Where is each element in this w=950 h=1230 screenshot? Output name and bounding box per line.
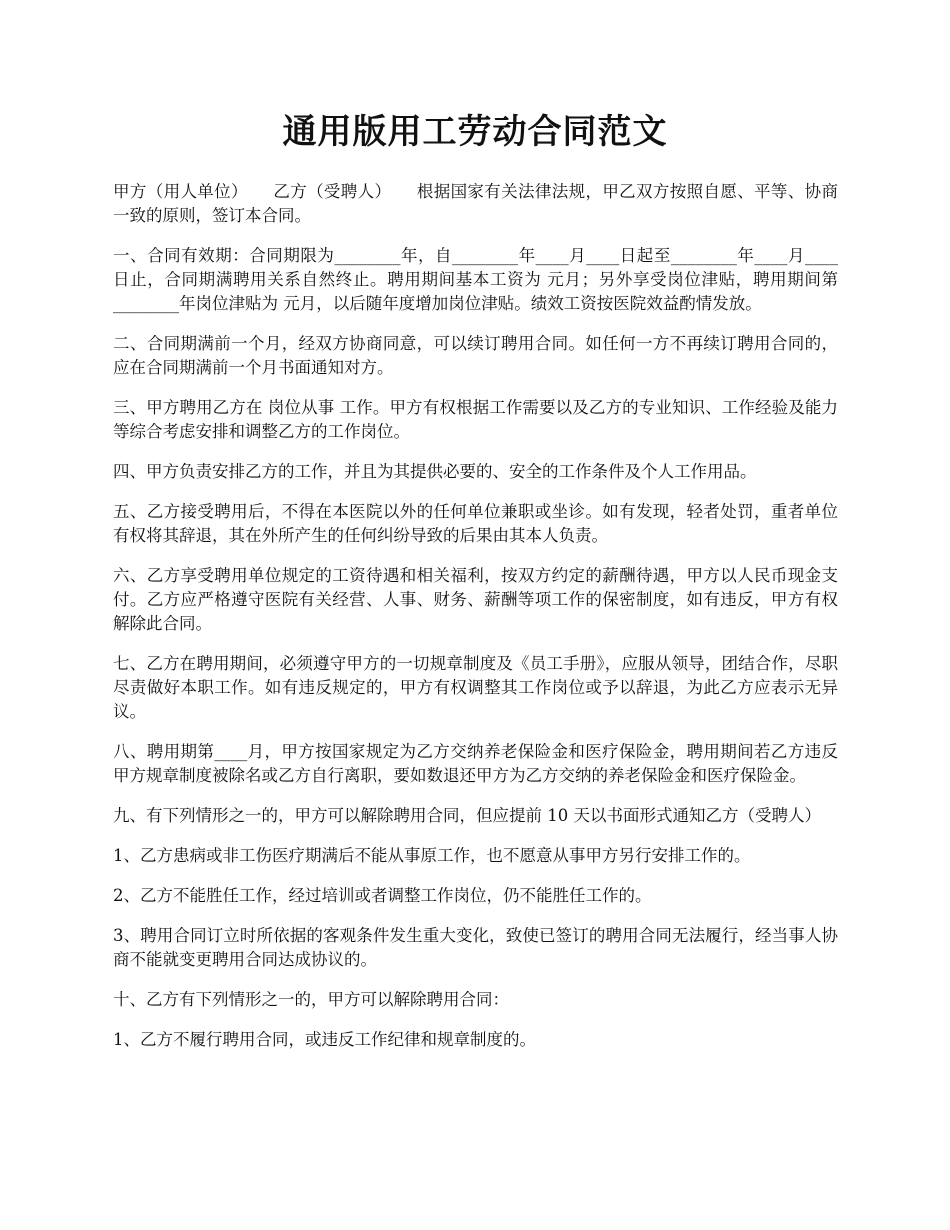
paragraph-clause-10: 十、乙方有下列情形之一的，甲方可以解除聘用合同：: [113, 990, 509, 1009]
paragraph-clause-6: 六、乙方享受聘用单位规定的工资待遇和相关福利，按双方约定的薪酬待遇，甲方以人民币现金支付。乙方应严格遵守医院有关经营、人事、财务、薪酬等项工作的保密制度，如有违反，甲方有权解除此合同。: [113, 566, 838, 633]
paragraph-clause-9-item-1: 1、乙方患病或非工伤医疗期满后不能从事原工作，也不愿意从事甲方另行安排工作的。: [113, 846, 751, 865]
document-title: 通用版用工劳动合同范文: [282, 112, 668, 152]
paragraph-clause-5: 五、乙方接受聘用后，不得在本医院以外的任何单位兼职或坐诊。如有发现，轻者处罚，重者单位有权将其辞退，其在外所产生的任何纠纷导致的后果由其本人负责。: [113, 502, 838, 545]
paragraph-clause-8: 八、聘用期第____月，甲方按国家规定为乙方交纳养老保险金和医疗保险金，聘用期间若乙方违反甲方规章制度被除名或乙方自行离职，要如数退还甲方为乙方交纳的养老保险金和医疗保险金。: [113, 742, 838, 785]
paragraph-clause-2: 二、合同期满前一个月，经双方协商同意，可以续订聘用合同。如任何一方不再续订聘用合同的，应在合同期满前一个月书面通知对方。: [113, 334, 838, 377]
paragraph-clause-4: 四、甲方负责安排乙方的工作，并且为其提供必要的、安全的工作条件及个人工作用品。: [113, 462, 757, 481]
document-body: [113, 180, 838, 1068]
paragraph-clause-7: 七、乙方在聘用期间，必须遵守甲方的一切规章制度及《员工手册》，应服从领导，团结合作，尽职尽责做好本职工作。如有违反规定的，甲方有权调整其工作岗位或予以辞退，为此乙方应表示无异议。: [113, 654, 838, 721]
paragraph-clause-9-item-2: 2、乙方不能胜任工作，经过培训或者调整工作岗位，仍不能胜任工作的。: [113, 886, 652, 905]
paragraph-clause-1: 一、合同有效期：合同期限为________年，自________年____月____日起至________年____月____日止，合同期满聘用关系自然终止。聘用期间基本工资为 元月；另外享受岗位津贴，聘用期间第________年岗位津贴为 元月，以后随年度增加岗位津贴。绩效工资按医院效益酌情发放。: [113, 246, 838, 313]
paragraph-clause-10-item-1: 1、乙方不履行聘用合同，或违反工作纪律和规章制度的。: [113, 1030, 536, 1049]
paragraph-clause-3: 三、甲方聘用乙方在 岗位从事 工作。甲方有权根据工作需要以及乙方的专业知识、工作经验及能力等综合考虑安排和调整乙方的工作岗位。: [113, 398, 838, 441]
paragraph-parties: 甲方（用人单位） 乙方（受聘人） 根据国家有关法律法规，甲乙双方按照自愿、平等、协商一致的原则，签订本合同。: [113, 182, 838, 225]
paragraph-clause-9: 九、有下列情形之一的，甲方可以解除聘用合同，但应提前 10 天以书面形式通知乙方（受聘人）: [113, 806, 821, 825]
paragraph-clause-9-item-3: 3、聘用合同订立时所依据的客观条件发生重大变化，致使已签订的聘用合同无法履行，经当事人协商不能就变更聘用合同达成协议的。: [113, 926, 838, 969]
